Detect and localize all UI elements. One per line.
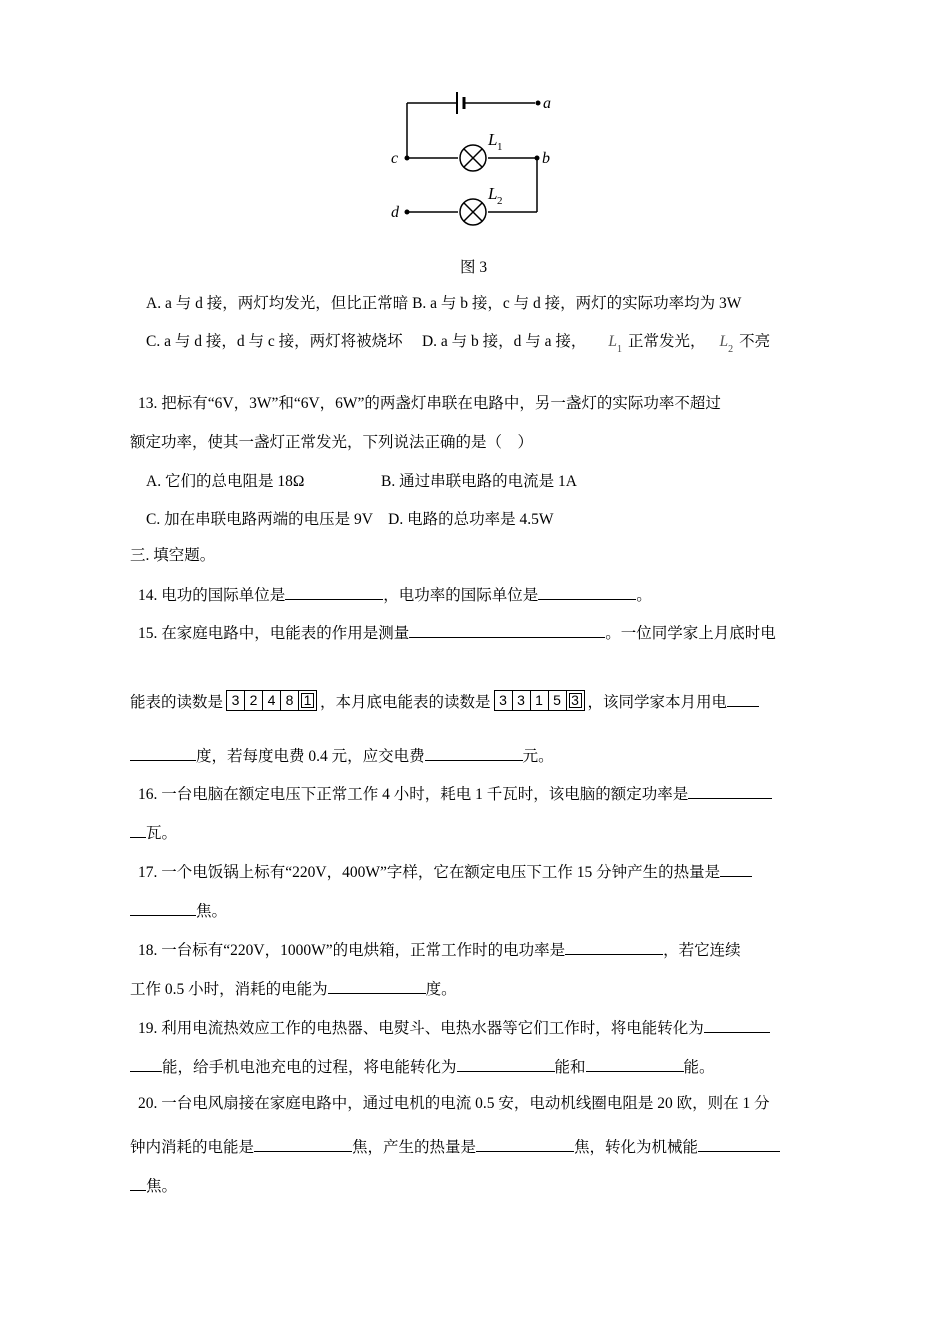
q18-line1 [138,938,741,961]
q17-line1 [138,860,752,883]
label-l2: L [488,184,498,203]
q15-blank-2b[interactable] [130,744,196,761]
q15-text-e: ，该同学家本月用电 [587,694,728,711]
q15-text-g: 元。 [522,748,554,765]
label-b: b [542,150,550,167]
meter1-digit: 8 [281,691,299,710]
q16-text-a: 16. 一台电脑在额定电压下正常工作 4 小时，耗电 1 千瓦时，该电脑的额定功率是 [138,786,689,803]
q13-option-b: B. 通过串联电路的电流是 1A [381,473,577,490]
q19-blank-1a[interactable] [704,1016,770,1033]
q20-blank-1[interactable] [254,1135,352,1152]
q15-blank-3[interactable] [425,744,523,761]
q12-options-ab: A. a 与 d 接，两灯均发光，但比正常暗 B. a 与 b 接，c 与 d 接，两灯的实际功率均为 3W [146,295,742,312]
meter-reading-this-month [494,690,585,711]
terminal-c-dot [405,156,410,161]
meter1-decimal-digit: 1 [299,691,316,710]
q12-options-cd [146,332,770,360]
q15-blank-1[interactable] [409,621,605,638]
q20-text-d: 焦。 [146,1178,178,1195]
figure-caption: 图 3 [460,259,488,276]
q18-text-a: 18. 一台标有“220V，1000W”的电烘箱，正常工作时的电功率是 [138,942,566,959]
label-l2-sub: 2 [497,195,503,207]
q20-text-b: 焦，产生的热量是 [352,1139,477,1156]
q15-blank-2a[interactable] [727,690,759,707]
meter1-digit: 3 [227,691,245,710]
q12-l2-sub: 2 [728,344,734,355]
q17-line2 [130,899,227,922]
terminal-a-dot [536,101,541,106]
q19-blank-3[interactable] [586,1055,684,1072]
q15-text-f: 度，若每度电费 0.4 元，应交电费 [196,748,425,765]
terminal-b-dot [535,156,540,161]
meter1-digit: 2 [245,691,263,710]
meter2-digit: 5 [549,691,567,710]
q17-text-b: 焦。 [196,903,228,920]
q14-text-b: ，电功率的国际单位是 [383,587,539,604]
q12-end-text: 不亮 [739,333,771,350]
q15-text-b: 。一位同学家上月底时电 [605,625,776,642]
label-c: c [391,150,399,167]
q18-text-b: ，若它连续 [663,942,741,959]
q14-blank-2[interactable] [538,583,636,600]
q18-line2 [130,977,457,1000]
label-l1: L [488,130,498,149]
q15-text-d: ，本月底电能表的读数是 [320,694,491,711]
q20-blank-3a[interactable] [698,1135,780,1152]
q13-line2: 额定功率，使其一盏灯正常发光，下列说法正确的是（ ） [130,434,534,451]
q16-blank-b[interactable] [130,821,146,838]
q19-line1 [138,1016,770,1039]
q19-text-b: 能，给手机电池充电的过程，将电能转化为 [162,1059,457,1076]
meter-reading-last-month [226,690,317,711]
q16-line2 [130,821,177,844]
q20-text-c: 焦，转化为机械能 [574,1139,699,1156]
q19-line2 [130,1055,715,1078]
q16-text-b: 瓦。 [146,825,178,842]
q20-text-a: 钟内消耗的电能是 [130,1139,255,1156]
q20-line2 [130,1135,780,1158]
q17-blank-b[interactable] [130,899,196,916]
q19-text-a: 19. 利用电流热效应工作的电热器、电熨斗、电热水器等它们工作时，将电能转化为 [138,1020,704,1037]
q13-option-a: A. 它们的总电阻是 18Ω [146,473,305,490]
q18-blank-1[interactable] [565,938,663,955]
q14-text-a: 14. 电功的国际单位是 [138,587,286,604]
q12-options-cd-text: C. a 与 d 接，d 与 c 接，两灯将被烧坏 D. a 与 b 接，d 与 a 接， [146,333,587,350]
q16-blank-a[interactable] [688,782,772,799]
q12-mid-text: 正常发光， [627,333,706,350]
battery-icon [457,92,464,114]
meter2-digit: 3 [495,691,513,710]
q19-text-d: 能。 [683,1059,715,1076]
q13-options-cd: C. 加在串联电路两端的电压是 9V D. 电路的总功率是 4.5W [146,511,554,528]
meter2-digit: 3 [513,691,531,710]
q16-line1 [138,782,772,805]
q14-blank-1[interactable] [285,583,383,600]
q17-text-a: 17. 一个电饭锅上标有“220V，400W”字样，它在额定电压下工作 15 分钟产生的热量是 [138,864,721,881]
meter1-digit: 4 [263,691,281,710]
q14-text-c: 。 [636,587,652,604]
q14 [138,583,652,606]
q18-blank-2[interactable] [328,977,426,994]
q18-text-d: 度。 [425,981,457,998]
q12-l1-symbol: L [608,333,617,350]
q18-text-c: 工作 0.5 小时，消耗的电能为 [130,981,328,998]
q19-blank-1b[interactable] [130,1055,162,1072]
section-3-heading: 三. 填空题。 [130,547,216,564]
q20-blank-2[interactable] [476,1135,574,1152]
q15-line3 [130,744,554,767]
q19-blank-2[interactable] [457,1055,555,1072]
label-l1-sub: 1 [497,141,503,153]
q12-l1-sub: 1 [616,344,622,355]
q20-line3 [130,1174,177,1197]
meter2-decimal-digit: 3 [567,691,584,710]
q15-line2 [130,690,759,714]
terminal-d-dot [405,210,410,215]
q12-l2-symbol: L [719,333,729,350]
q15-text-c: 能表的读数是 [130,694,224,711]
q15-text-a: 15. 在家庭电路中，电能表的作用是测量 [138,625,410,642]
lamp-l2-icon [460,199,486,225]
label-a: a [543,95,551,112]
lamp-l1-icon [460,145,486,171]
q20-blank-3b[interactable] [130,1174,146,1191]
q13-line1: 13. 把标有“6V，3W”和“6V，6W”的两盏灯串联在电路中，另一盏灯的实际功率不超过 [138,395,721,412]
q20-line1: 20. 一台电风扇接在家庭电路中，通过电机的电流 0.5 安，电动机线圈电阻是 20 欧，则在 1 分 [138,1095,770,1112]
label-d: d [391,204,399,221]
q19-text-c: 能和 [554,1059,586,1076]
q15-line1 [138,621,776,644]
circuit-diagram [0,0,950,260]
meter2-digit: 1 [531,691,549,710]
q17-blank-a[interactable] [720,860,752,877]
